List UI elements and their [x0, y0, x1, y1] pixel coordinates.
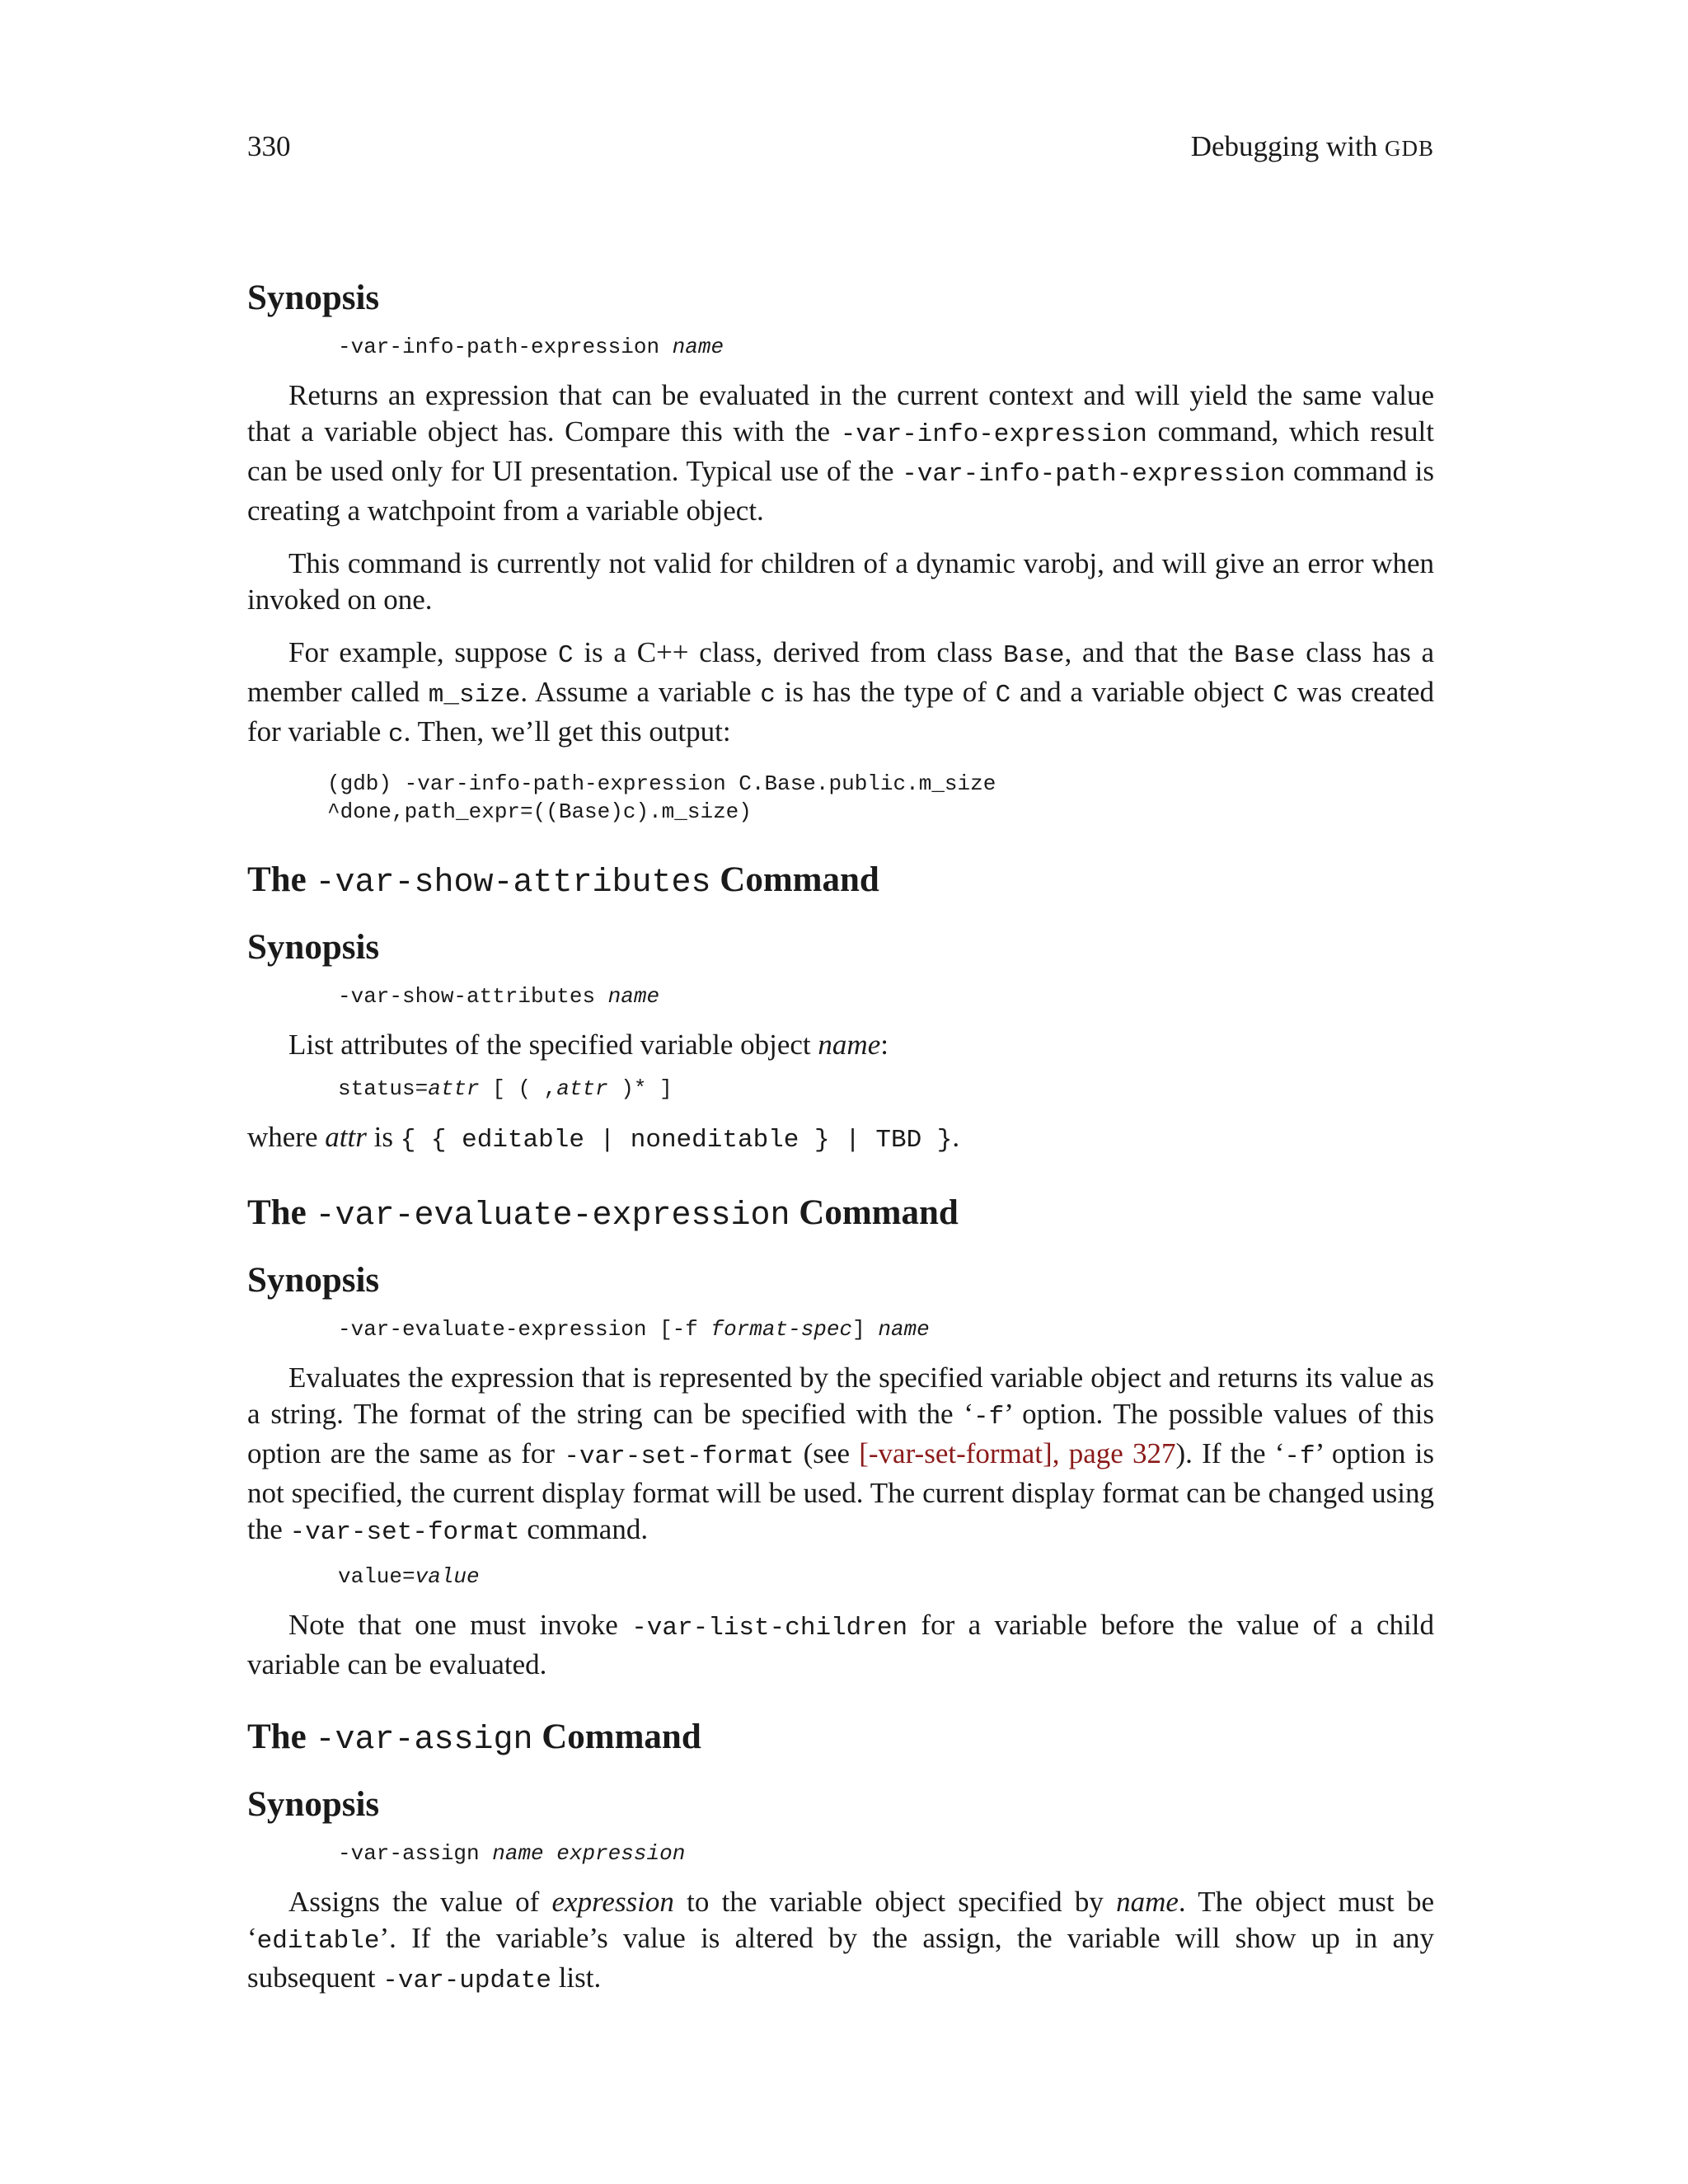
- text: Note that one must invoke: [288, 1609, 632, 1641]
- heading-text: Command: [790, 1193, 959, 1232]
- text: . Then, we’ll get this output:: [403, 715, 731, 748]
- paragraph-description: [247, 1027, 1434, 1063]
- syntax-argument: format-spec: [710, 1317, 853, 1342]
- syntax-argument: attr: [556, 1076, 608, 1101]
- syntax-text: status=: [338, 1076, 429, 1101]
- argument: attr: [325, 1121, 367, 1153]
- argument: name: [818, 1029, 881, 1061]
- inline-code: -f: [1284, 1442, 1315, 1471]
- syntax-block-status: [338, 1075, 1434, 1103]
- paragraph-note: [247, 1607, 1434, 1683]
- text: is has the type of: [775, 676, 996, 708]
- text: command, which result can be used only for UI presentation. Typical use of the: [247, 415, 1434, 487]
- paragraph-example: [247, 635, 1434, 753]
- running-title: [1191, 130, 1434, 163]
- inline-code: editable: [256, 1927, 380, 1956]
- inline-code: -var-info-path-expression: [902, 460, 1286, 489]
- text: ’ option is not specified, the current display format will be used. The current display format can be changed using the: [247, 1437, 1434, 1545]
- argument: name: [1116, 1886, 1179, 1918]
- heading-command: -var-show-attributes: [315, 865, 711, 902]
- inline-code: -var-set-format: [289, 1518, 520, 1547]
- syntax-argument: name: [672, 335, 724, 359]
- text: was created for variable: [247, 676, 1434, 748]
- heading-command: -var-assign: [315, 1722, 533, 1759]
- text: For example, suppose: [288, 636, 558, 668]
- synopsis-heading: Synopsis: [247, 1785, 380, 1824]
- syntax-argument: expression: [556, 1841, 686, 1866]
- inline-code: -var-set-format: [564, 1442, 795, 1471]
- inline-code: c: [760, 681, 776, 710]
- paragraph-description: [247, 1360, 1434, 1551]
- syntax-block: [338, 333, 1434, 361]
- syntax-block-value: [338, 1563, 1434, 1591]
- heading-text: The: [247, 860, 316, 899]
- section-heading-var-evaluate-expression: [247, 1190, 1434, 1240]
- syntax-text: ]: [852, 1317, 879, 1342]
- text: ’ option. The possible values of this option are the same as for: [247, 1398, 1434, 1469]
- heading-text: The: [247, 1193, 316, 1232]
- inline-code: C: [995, 681, 1011, 710]
- running-title-text: Debugging with: [1190, 130, 1385, 162]
- syntax-argument: name: [878, 1317, 930, 1342]
- syntax-argument: attr: [428, 1076, 480, 1101]
- inline-code: Base: [1234, 641, 1296, 670]
- text: where: [247, 1121, 326, 1153]
- inline-code: m_size: [428, 681, 521, 710]
- document-page: [247, 0, 1434, 2184]
- heading-text: Command: [710, 860, 879, 899]
- cross-reference-link[interactable]: [-var-set-format], page 327: [859, 1437, 1176, 1469]
- syntax-command: -var-info-path-expression: [338, 335, 673, 359]
- example-line: (gdb) -var-info-path-expression C.Base.public.m_size: [327, 771, 996, 796]
- syntax-argument: name: [607, 984, 660, 1009]
- paragraph-description: [247, 1884, 1434, 1999]
- text: , and that the: [1064, 636, 1235, 668]
- text: command.: [519, 1513, 649, 1545]
- syntax-argument: name: [492, 1841, 544, 1866]
- running-title-gdb: GDB: [1384, 136, 1434, 161]
- inline-code: -var-list-children: [631, 1614, 908, 1643]
- text: Returns an expression that can be evaluated in the current context and will yield the same value that a variable object has. Compare this with the: [247, 379, 1434, 448]
- syntax-command: -var-assign: [338, 1841, 493, 1866]
- heading-text: Command: [532, 1718, 701, 1756]
- syntax-text: value=: [338, 1564, 415, 1589]
- inline-code: c: [388, 720, 404, 749]
- inline-code: C: [1273, 681, 1289, 710]
- syntax-block: [338, 982, 1434, 1010]
- text: List attributes of the specified variable object: [288, 1029, 818, 1061]
- synopsis-heading: Synopsis: [247, 1261, 380, 1300]
- text: to the variable object specified by: [673, 1886, 1117, 1918]
- syntax-block: [338, 1840, 1434, 1868]
- paragraph-where: [247, 1119, 1434, 1159]
- text: (see: [794, 1437, 860, 1469]
- syntax-text: [ ( ,: [479, 1076, 557, 1101]
- synopsis-heading: Synopsis: [247, 928, 380, 967]
- text: for a variable before the value of a child variable can be evaluated.: [247, 1609, 1434, 1680]
- text: .: [952, 1121, 960, 1153]
- text: command is creating a watchpoint from a variable object.: [247, 455, 1434, 527]
- text: Assigns the value of: [288, 1886, 552, 1918]
- inline-code: -f: [973, 1403, 1005, 1432]
- argument: expression: [551, 1886, 674, 1918]
- section-heading-var-assign: [247, 1714, 1434, 1764]
- syntax-text: )* ]: [607, 1076, 673, 1101]
- inline-code: Base: [1003, 641, 1065, 670]
- paragraph-description: [247, 377, 1434, 529]
- text: Evaluates the expression that is represented by the specified variable object and returns its value as a string. The format of the string can be specified with the ‘: [247, 1361, 1434, 1430]
- example-block: [327, 770, 1434, 826]
- heading-command: -var-evaluate-expression: [315, 1197, 790, 1235]
- text: :: [880, 1029, 889, 1061]
- text: list.: [551, 1961, 602, 1994]
- syntax-block: [338, 1315, 1434, 1343]
- text: ). If the ‘: [1175, 1437, 1285, 1469]
- synopsis-heading: Synopsis: [247, 279, 380, 317]
- syntax-command: -var-evaluate-expression [-f: [338, 1317, 711, 1342]
- text: ’. If the variable’s value is altered by the assign, the variable will show up in any subsequent: [247, 1922, 1434, 1994]
- text: is: [366, 1121, 401, 1153]
- text: . Assume a variable: [520, 676, 761, 708]
- inline-code: { { editable | noneditable } | TBD }: [400, 1126, 953, 1155]
- heading-text: The: [247, 1718, 316, 1756]
- section-heading-var-show-attributes: [247, 857, 1434, 907]
- syntax-command: -var-show-attributes: [338, 984, 608, 1009]
- text: and a variable object: [1010, 676, 1273, 708]
- page-content: [247, 257, 1434, 1999]
- paragraph-note: This command is currently not valid for children of a dynamic varobj, and will give an error when invoked on one.: [247, 547, 1434, 616]
- example-line: ^done,path_expr=((Base)c).m_size): [327, 799, 752, 824]
- inline-code: -var-update: [382, 1966, 551, 1995]
- syntax-argument: value: [415, 1564, 480, 1589]
- text: is a C++ class, derived from class: [573, 636, 1004, 668]
- syntax-text: [544, 1841, 557, 1866]
- page-number: 330: [247, 130, 291, 162]
- text: class has a member called: [247, 636, 1435, 708]
- text: . The object must be ‘: [247, 1886, 1434, 1954]
- inline-code: -var-info-expression: [840, 420, 1147, 449]
- inline-code: C: [557, 641, 574, 670]
